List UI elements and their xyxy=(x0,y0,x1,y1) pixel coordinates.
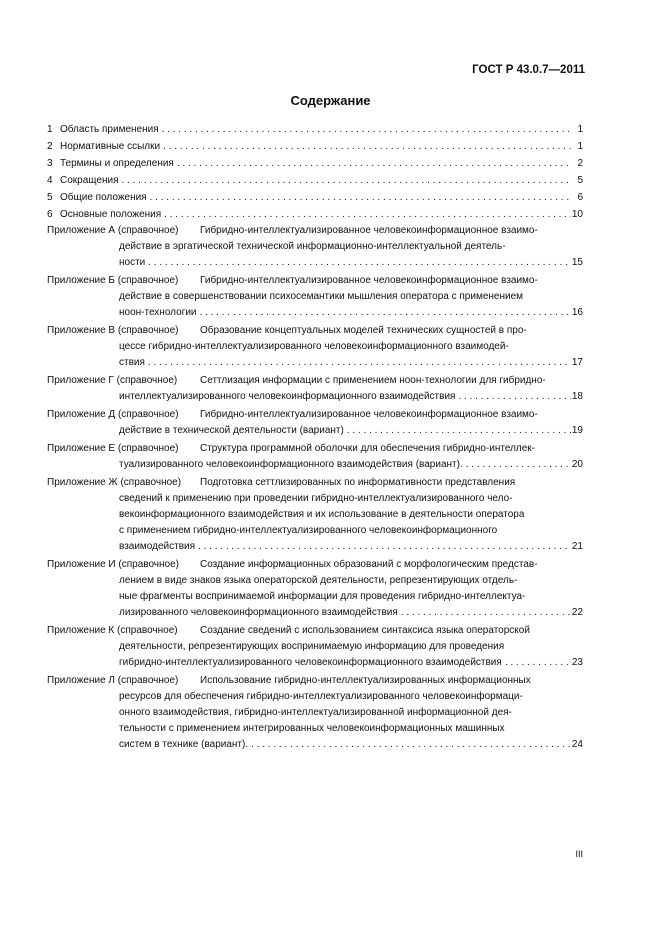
leader-dots xyxy=(455,389,571,405)
page-number: 2 xyxy=(577,158,583,169)
page-number: 22 xyxy=(571,607,583,618)
page-number: 6 xyxy=(577,192,583,203)
leader-dots xyxy=(161,206,571,223)
leader-dots xyxy=(145,355,571,371)
leader-dots xyxy=(502,655,571,671)
page-number: 15 xyxy=(571,257,583,268)
leader-dots xyxy=(344,423,571,439)
leader-dots xyxy=(248,737,571,753)
appendix-label: Приложение Д (справочное) xyxy=(47,409,179,420)
appendix-label: Приложение И (справочное) xyxy=(47,559,179,570)
leader-dots xyxy=(159,121,571,138)
toc-appendix-i[interactable]: Приложение И (справочное) Создание информационных образований с морфологическим представ- лением в виде знаков языка операторской деятельности, репрезентирующих отдель- ные фрагменты воспринимаемой информации для проведения гибридно-интеллектуа- лизированного человекоинформационного взаимодействия . . . 22 xyxy=(47,557,583,621)
page-footer-number: III xyxy=(575,849,583,859)
toc-appendix-b[interactable]: Приложение Б (справочное) Гибридно-интеллектуализированное человекоинформационное взаимо- действие в совершенствовании психосемантики мышления оператора с применением ноон-технологии . . . 16 xyxy=(47,273,583,321)
table-of-contents xyxy=(47,121,583,753)
leader-dots xyxy=(174,155,571,172)
toc-entry[interactable]: 5 Общие положения . . . 6 xyxy=(47,189,583,206)
page-number: 1 xyxy=(577,124,583,135)
toc-appendix-zh[interactable]: Приложение Ж (справочное) Подготовка сеттлизированных по информативности представления сведений к применению при проведении гибридно-интеллектуализированного чело- векоинформационного взаимодействия и их использование в деятельности оператора с применением гибридно-интеллектуализированного человекоинформационного взаимодействия . . . 21 xyxy=(47,475,583,555)
leader-dots xyxy=(463,457,571,473)
toc-entry[interactable]: 6 Основные положения . . . 10 xyxy=(47,206,583,223)
toc-appendix-a[interactable]: Приложение А (справочное) Гибридно-интеллектуализированное человекоинформационное взаимо- действие в эргатической технической информационно-интеллектуальной деятель- ности . . . 15 xyxy=(47,223,583,271)
leader-dots xyxy=(195,539,571,555)
leader-dots xyxy=(118,172,571,189)
document-code: ГОСТ Р 43.0.7—2011 xyxy=(472,64,585,76)
toc-entry[interactable]: 1 Область применения . . . 1 xyxy=(47,121,583,138)
page-number: 17 xyxy=(571,357,583,368)
toc-appendix-e[interactable]: Приложение Е (справочное) Структура программной оболочки для обеспечения гибридно-интеллек- туализированного человекоинформационного взаимодействия (вариант). . . . 20 xyxy=(47,441,583,473)
page-number: 10 xyxy=(571,209,583,220)
toc-entry[interactable]: 3 Термины и определения . . . 2 xyxy=(47,155,583,172)
appendix-label: Приложение Б (справочное) xyxy=(47,275,179,286)
toc-appendix-k[interactable]: Приложение К (справочное) Создание сведений с использованием синтаксиса языка операторской деятельности, репрезентирующих воспринимаемую информацию для проведения гибридно-интеллектуализированного человекоинформационного взаимодействия . . . 23 xyxy=(47,623,583,671)
page-number: 23 xyxy=(571,657,583,668)
page-number: 24 xyxy=(571,739,583,750)
page-number: 20 xyxy=(571,459,583,470)
page-title: Содержание xyxy=(290,93,371,108)
leader-dots xyxy=(398,605,571,621)
appendix-label: Приложение Г (справочное) xyxy=(47,375,178,386)
appendix-label: Приложение К (справочное) xyxy=(47,625,178,636)
leader-dots xyxy=(197,305,572,321)
leader-dots xyxy=(147,189,571,206)
page-number: 18 xyxy=(571,391,583,402)
appendix-label: Приложение Е (справочное) xyxy=(47,443,179,454)
toc-entry[interactable]: 2 Нормативные ссылки . . . 1 xyxy=(47,138,583,155)
toc-entry[interactable]: 4 Сокращения . . . 5 xyxy=(47,172,583,189)
leader-dots xyxy=(145,255,571,271)
appendix-label: Приложение Л (справочное) xyxy=(47,675,179,686)
toc-appendix-l[interactable]: Приложение Л (справочное) Использование гибридно-интеллектуализированных информационных ресурсов для обеспечения гибридно-интеллектуализированного человекоинформаци- онного взаимодействия, гибридно-интеллектуализированной информационной дея- тельности с применением интегрированных человекоинформационных машинных систем в технике (вариант). . . . 24 xyxy=(47,673,583,753)
appendix-label: Приложение Ж (справочное) xyxy=(47,477,182,488)
appendix-label: Приложение А (справочное) xyxy=(47,225,179,236)
page-number: 1 xyxy=(577,141,583,152)
toc-appendix-v[interactable]: Приложение В (справочное) Образование концептуальных моделей технических сущностей в про- цессе гибридно-интеллектуализированного человекоинформационного взаимодей- ствия . . . 17 xyxy=(47,323,583,371)
page-number: 21 xyxy=(571,541,583,552)
appendix-label: Приложение В (справочное) xyxy=(47,325,179,336)
page-number: 16 xyxy=(571,307,583,318)
toc-appendix-g[interactable]: Приложение Г (справочное) Сеттлизация информации с применением ноон-технологии для гибридно- интеллектуализированного человекоинформационного взаимодействия . . . 18 xyxy=(47,373,583,405)
page-number: 5 xyxy=(577,175,583,186)
leader-dots xyxy=(160,138,571,155)
toc-appendix-d[interactable]: Приложение Д (справочное) Гибридно-интеллектуализированное человекоинформационное взаимо- действие в технической деятельности (вариант) . . . 19 xyxy=(47,407,583,439)
page-number: 19 xyxy=(571,425,583,436)
